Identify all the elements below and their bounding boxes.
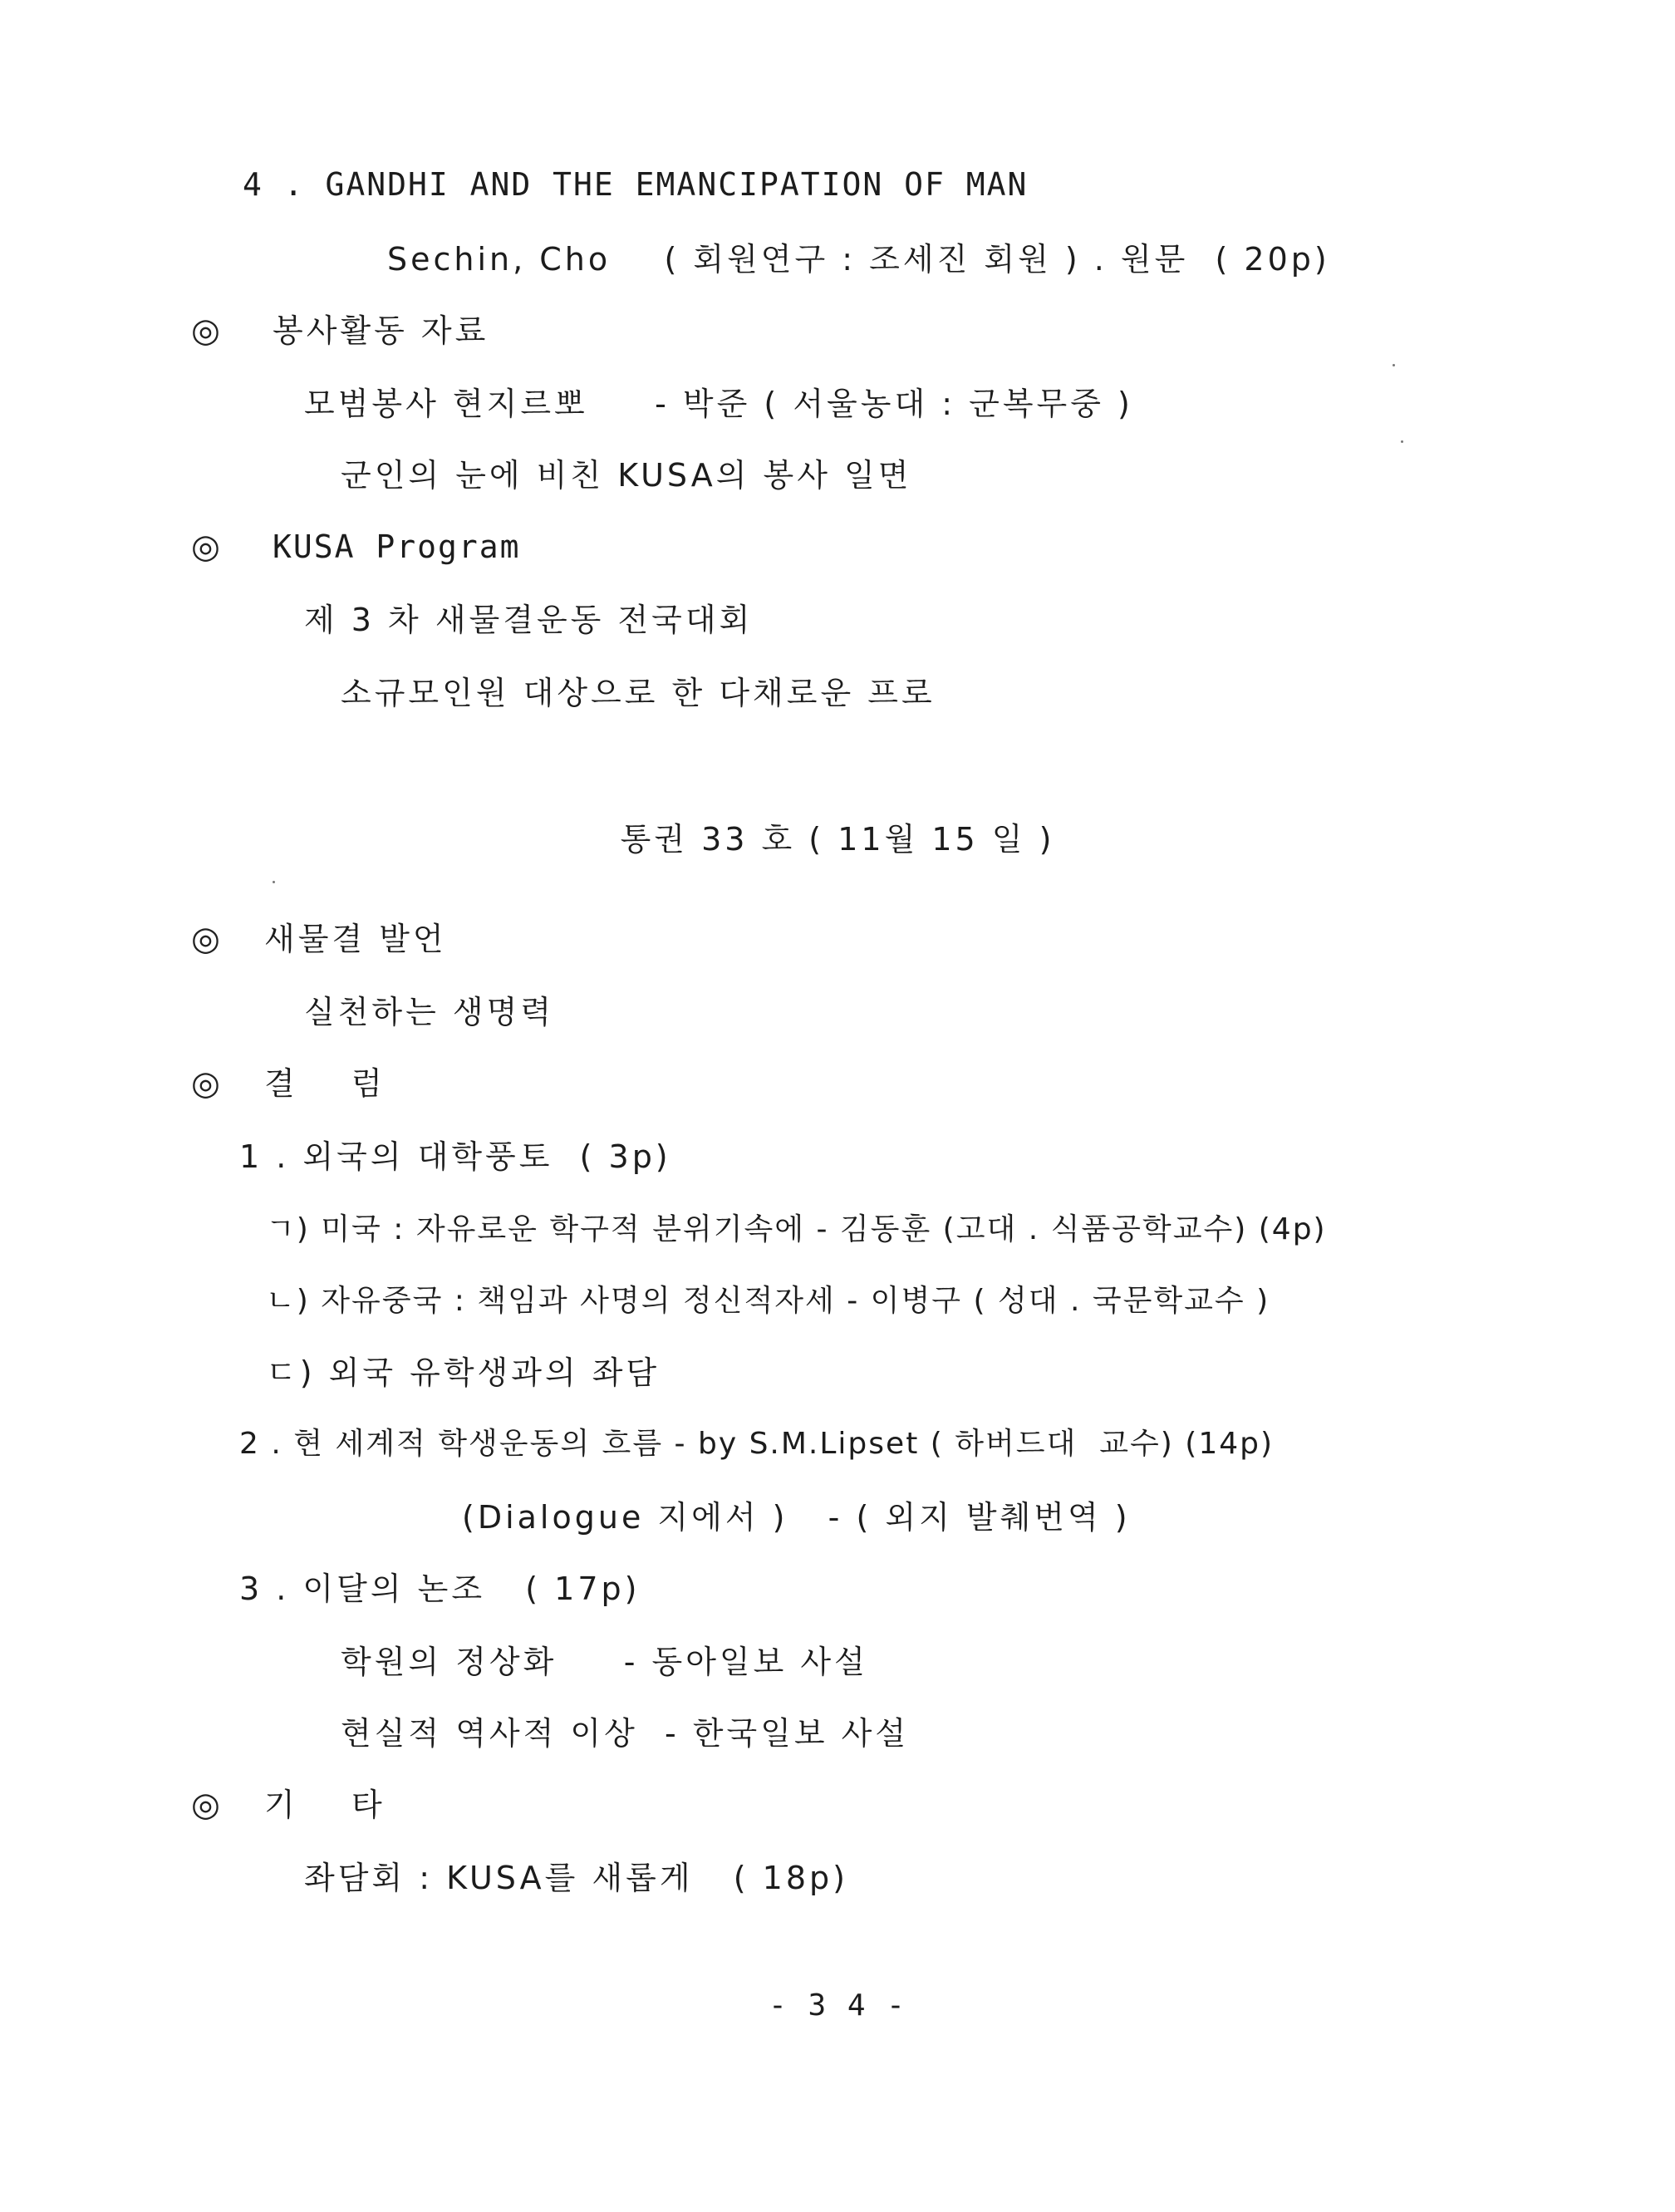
item-monthly-editorials: 3 . 이달의 논조 ( 17p): [239, 1571, 641, 1607]
item-dialogue-source: (Dialogue 지에서 ) - ( 외지 발췌번역 ): [462, 1499, 1131, 1536]
item-foreign-students-talk: ㄷ) 외국 유학생과의 좌담: [266, 1354, 661, 1391]
item-foreign-universities: 1 . 외국의 대학풍토 ( 3p): [239, 1138, 671, 1175]
author-line: Sechin, Cho ( 회원연구 : 조세진 회원 ) . 원문 ( 20p): [387, 241, 1330, 278]
scan-speck: [1393, 364, 1395, 366]
item-roundtable: 좌담회 : KUSA를 새롭게 ( 18p): [304, 1860, 848, 1896]
double-circle-icon: ◎: [191, 312, 220, 350]
item-small-group-program: 소규모인원 대상으로 한 다채로운 프로: [341, 675, 936, 711]
heading-column: 결 럼: [264, 1065, 386, 1102]
item-practical-vitality: 실천하는 생명력: [304, 994, 555, 1030]
scan-speck: [1401, 440, 1403, 443]
item-student-movement: 2 . 현 세계적 학생운동의 흐름 - by S.M.Lipset ( 하버드대 교수) (14p): [239, 1427, 1275, 1461]
section-title-gandhi: 4 . GANDHI AND THE EMANCIPATION OF MAN: [243, 166, 1029, 203]
page-number: - 3 4 -: [769, 1988, 906, 2023]
item-realistic-ideal: 현실적 역사적 이상 - 한국일보 사설: [341, 1715, 910, 1752]
heading-service-materials: 봉사활동 자료: [273, 312, 489, 349]
item-campus-normalization: 학원의 정상화 - 동아일보 사설: [341, 1644, 868, 1680]
double-circle-icon: ◎: [191, 528, 220, 566]
item-model-service: 모범봉사 현지르뽀 - 박준 ( 서울농대 : 군복무중 ): [304, 386, 1133, 422]
item-soldier-view: 군인의 눈에 비친 KUSA의 봉사 일면: [341, 457, 912, 494]
scan-speck: [273, 881, 275, 883]
item-usa: ㄱ) 미국 : 자유로운 학구적 분위기속에 - 김동훈 (고대 . 식품공학교수) (4p): [266, 1212, 1327, 1246]
heading-kusa-program: KUSA Program: [273, 528, 521, 565]
double-circle-icon: ◎: [191, 1064, 220, 1103]
heading-new-wave-remarks: 새물결 발언: [264, 921, 447, 957]
heading-others: 기 타: [264, 1787, 386, 1823]
item-national-meeting: 제 3 차 새물결운동 전국대회: [304, 602, 754, 638]
double-circle-icon: ◎: [191, 1786, 220, 1824]
double-circle-icon: ◎: [191, 920, 220, 958]
issue-heading: 통권 33 호 ( 11월 15 일 ): [620, 821, 1055, 858]
item-free-china: ㄴ) 자유중국 : 책임과 사명의 정신적자세 - 이병구 ( 성대 . 국문학교수 ): [266, 1284, 1270, 1318]
